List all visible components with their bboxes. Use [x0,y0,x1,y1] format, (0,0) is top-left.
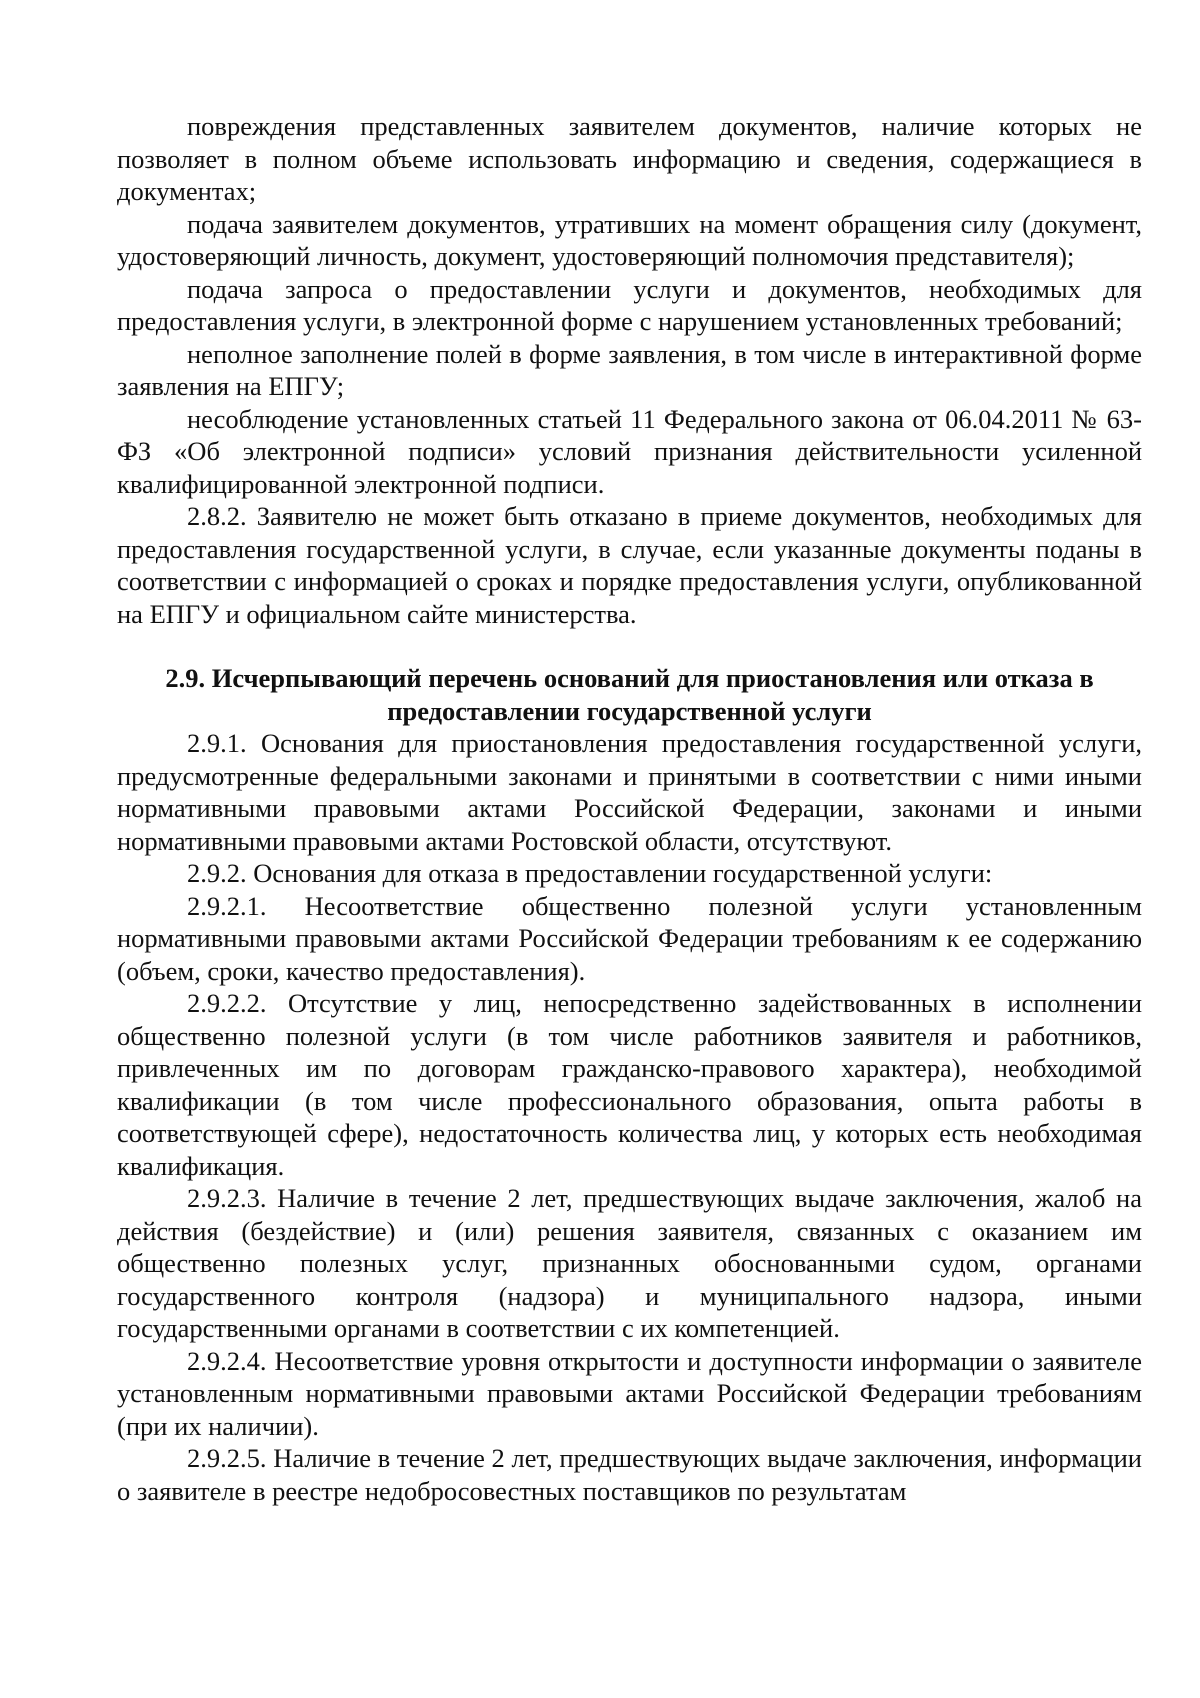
paragraph-document-damage: повреждения представленных заявителем документов, наличие которых не позволяет в полном объеме использовать информацию и сведения, содержащиеся в документах; [117,111,1142,206]
paragraph-2-9-2-3: 2.9.2.3. Наличие в течение 2 лет, предшествующих выдаче заключения, жалоб на действия (бездействие) и (или) решения заявителя, связанных с оказанием им общественно полезных услуг, признанных обоснованными судом, органами государственного контроля (надзора) и муниципального надзора, иными государственными органами в соответствии с их компетенцией. [117,1183,1142,1343]
paragraph-2-9-1: 2.9.1. Основания для приостановления предоставления государственной услуги, предусмотренные федеральными законами и принятыми в соответствии с ними иными нормативными правовыми актами Российской Федерации, законами и иными нормативными правовыми актами Ростовской области, отсутствуют. [117,728,1142,856]
paragraph-2-9-2-4: 2.9.2.4. Несоответствие уровня открытости и доступности информации о заявителе установленным нормативными правовыми актами Российской Федерации требованиям (при их наличии). [117,1345,1142,1441]
section-heading-2-9: 2.9. Исчерпывающий перечень оснований для приостановления или отказа в предоставлении государственной услуги [165,663,1094,726]
paragraph-2-9-2-1: 2.9.2.1. Несоответствие общественно полезной услуги установленным нормативными правовыми актами Российской Федерации требованиям к ее содержанию (объем, сроки, качество предоставления). [117,890,1142,986]
paragraph-2-9-2-2: 2.9.2.2. Отсутствие у лиц, непосредственно задействованных в исполнении общественно полезной услуги (в том числе работников заявителя и работников, привлеченных им по договорам гражданско-правового характера), необходимой квалификации (в том числе профессионального образования, опыта работы в соответствующей сфере), недостаточность количества лиц, у которых есть необходимая квалификация. [117,988,1142,1181]
paragraph-electronic-signature: несоблюдение установленных статьей 11 Федерального закона от 06.04.2011 № 63-ФЗ «Об электронной подписи» условий признания действительности усиленной квалифицированной электронной подписи. [117,403,1142,499]
paragraph-expired-documents: подача заявителем документов, утративших на момент обращения силу (документ, удостоверяющий личность, документ, удостоверяющий полномочия представителя); [117,208,1142,271]
paragraph-electronic-form-violation: подача запроса о предоставлении услуги и документов, необходимых для предоставления услуги, в электронной форме с нарушением установленных требований; [117,273,1142,336]
paragraph-2-8-2: 2.8.2. Заявителю не может быть отказано в приеме документов, необходимых для предоставления государственной услуги, в случае, если указанные документы поданы в соответствии с информацией о сроках и порядке предоставления услуги, опубликованной на ЕПГУ и официальном сайте министерства. [117,501,1142,629]
document-body [117,110,1142,1507]
paragraph-incomplete-fields: неполное заполнение полей в форме заявления, в том числе в интерактивной форме заявления на ЕПГУ; [117,338,1142,401]
paragraph-2-9-2: 2.9.2. Основания для отказа в предоставлении государственной услуги: [187,858,993,888]
paragraph-2-9-2-5: 2.9.2.5. Наличие в течение 2 лет, предшествующих выдаче заключения, информации о заявителе в реестре недобросовестных поставщиков по результатам [117,1443,1142,1506]
